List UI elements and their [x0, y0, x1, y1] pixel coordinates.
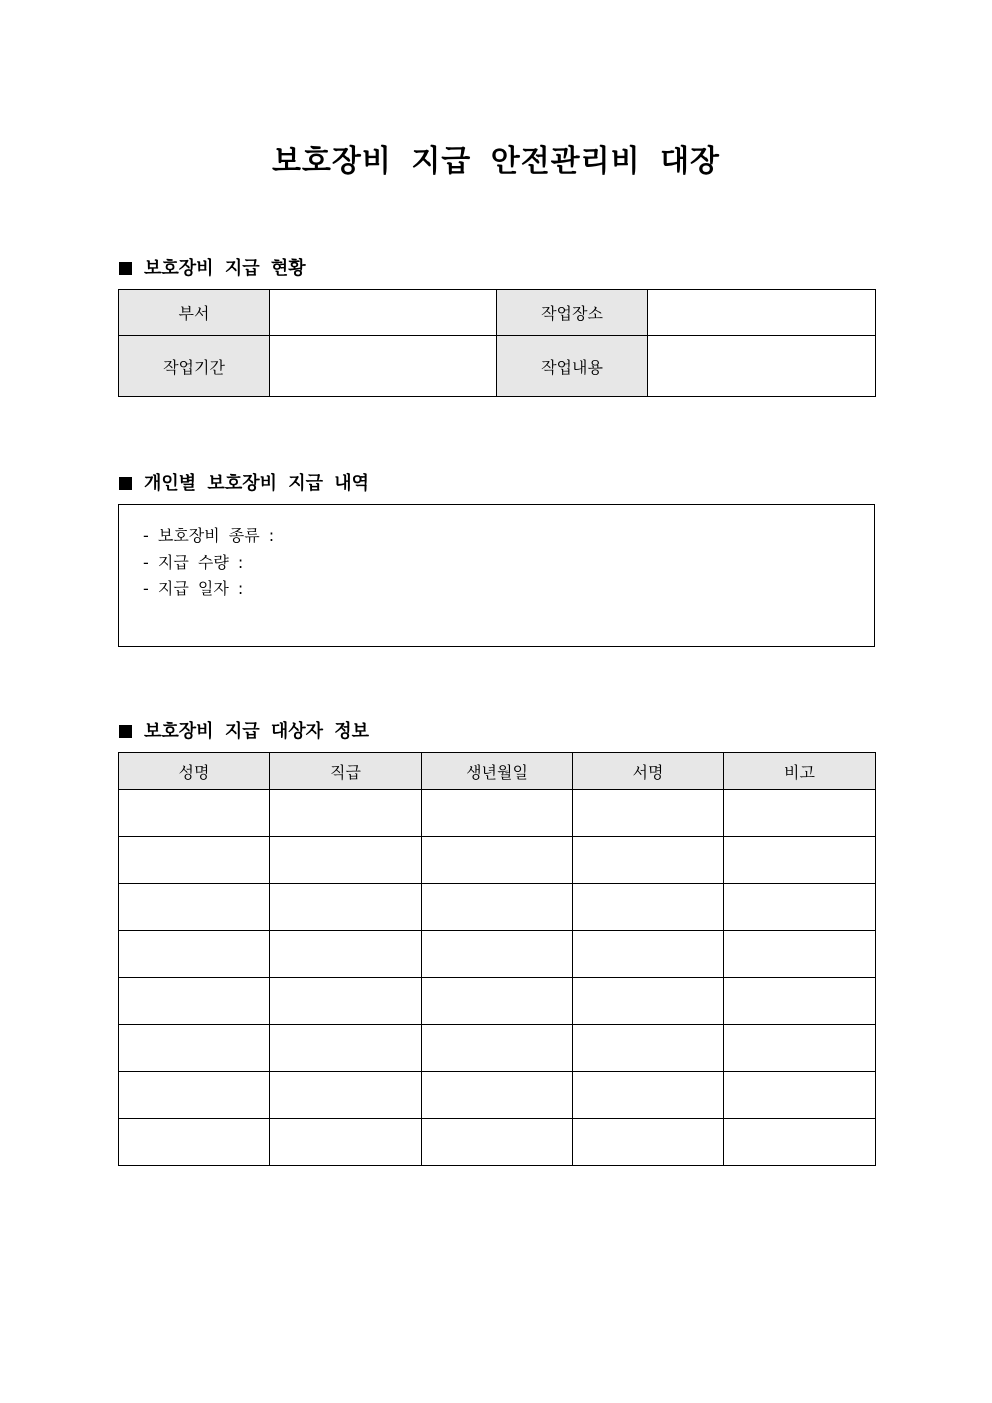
- table-row: [119, 837, 876, 884]
- column-header-position: 직급: [270, 753, 422, 790]
- equipment-type-item: - 보호장비 종류 :: [143, 526, 275, 545]
- position-cell[interactable]: [270, 837, 422, 884]
- column-header-birthdate: 생년월일: [422, 753, 573, 790]
- detail-box[interactable]: [118, 504, 875, 647]
- column-header-name: 성명: [119, 753, 270, 790]
- table-row: [119, 1072, 876, 1119]
- birthdate-cell[interactable]: [422, 837, 573, 884]
- name-cell[interactable]: [119, 1119, 270, 1166]
- table-row: [119, 1025, 876, 1072]
- position-cell[interactable]: [270, 1119, 422, 1166]
- document-title: 보호장비 지급 안전관리비 대장: [271, 144, 721, 179]
- section-heading-recipients: [119, 717, 369, 743]
- remarks-cell[interactable]: [724, 837, 876, 884]
- birthdate-cell[interactable]: [422, 884, 573, 931]
- signature-cell[interactable]: [573, 884, 724, 931]
- table-row: [119, 884, 876, 931]
- recipients-body: [119, 790, 876, 1166]
- name-cell[interactable]: [119, 884, 270, 931]
- section-heading-recipients-text: 보호장비 지급 대상자 정보: [144, 721, 370, 742]
- table-row: [119, 931, 876, 978]
- column-header-remarks: 비고: [724, 753, 876, 790]
- section-heading-status-text: 보호장비 지급 현황: [144, 258, 306, 279]
- work-content-label: 작업내용: [497, 336, 648, 397]
- status-row-1: [119, 290, 876, 336]
- work-period-field[interactable]: [270, 336, 497, 397]
- name-cell[interactable]: [119, 931, 270, 978]
- position-cell[interactable]: [270, 1025, 422, 1072]
- table-row: [119, 790, 876, 837]
- equipment-status-table: [118, 289, 876, 397]
- signature-cell[interactable]: [573, 1072, 724, 1119]
- remarks-cell[interactable]: [724, 1072, 876, 1119]
- remarks-cell[interactable]: [724, 931, 876, 978]
- recipients-header-row: [119, 753, 876, 790]
- position-cell[interactable]: [270, 1072, 422, 1119]
- signature-cell[interactable]: [573, 978, 724, 1025]
- remarks-cell[interactable]: [724, 1025, 876, 1072]
- birthdate-cell[interactable]: [422, 978, 573, 1025]
- name-cell[interactable]: [119, 1025, 270, 1072]
- issue-date-item: - 지급 일자 :: [143, 579, 244, 598]
- birthdate-cell[interactable]: [422, 931, 573, 978]
- detail-list: [119, 505, 874, 603]
- remarks-cell[interactable]: [724, 790, 876, 837]
- square-bullet-icon: [119, 262, 132, 275]
- position-cell[interactable]: [270, 884, 422, 931]
- signature-cell[interactable]: [573, 790, 724, 837]
- column-header-signature: 서명: [573, 753, 724, 790]
- department-label: 부서: [119, 290, 270, 336]
- signature-cell[interactable]: [573, 837, 724, 884]
- work-period-label: 작업기간: [119, 336, 270, 397]
- position-cell[interactable]: [270, 790, 422, 837]
- name-cell[interactable]: [119, 790, 270, 837]
- name-cell[interactable]: [119, 978, 270, 1025]
- name-cell[interactable]: [119, 1072, 270, 1119]
- section-heading-detail-text: 개인별 보호장비 지급 내역: [144, 473, 370, 494]
- quantity-item: - 지급 수량 :: [143, 552, 244, 572]
- birthdate-cell[interactable]: [422, 1119, 573, 1166]
- work-location-field[interactable]: [648, 290, 876, 336]
- table-row: [119, 1119, 876, 1166]
- remarks-cell[interactable]: [724, 884, 876, 931]
- birthdate-cell[interactable]: [422, 1025, 573, 1072]
- department-field[interactable]: [270, 290, 497, 336]
- name-cell[interactable]: [119, 837, 270, 884]
- remarks-cell[interactable]: [724, 1119, 876, 1166]
- section-heading-status: [119, 254, 306, 280]
- position-cell[interactable]: [270, 931, 422, 978]
- birthdate-cell[interactable]: [422, 790, 573, 837]
- signature-cell[interactable]: [573, 1119, 724, 1166]
- status-row-2: [119, 336, 876, 397]
- recipients-table: [118, 752, 876, 1166]
- birthdate-cell[interactable]: [422, 1072, 573, 1119]
- signature-cell[interactable]: [573, 1025, 724, 1072]
- remarks-cell[interactable]: [724, 978, 876, 1025]
- work-location-label: 작업장소: [497, 290, 648, 336]
- signature-cell[interactable]: [573, 931, 724, 978]
- section-heading-detail: [119, 469, 369, 495]
- square-bullet-icon: [119, 477, 132, 490]
- position-cell[interactable]: [270, 978, 422, 1025]
- work-content-field[interactable]: [648, 336, 876, 397]
- table-row: [119, 978, 876, 1025]
- square-bullet-icon: [119, 725, 132, 738]
